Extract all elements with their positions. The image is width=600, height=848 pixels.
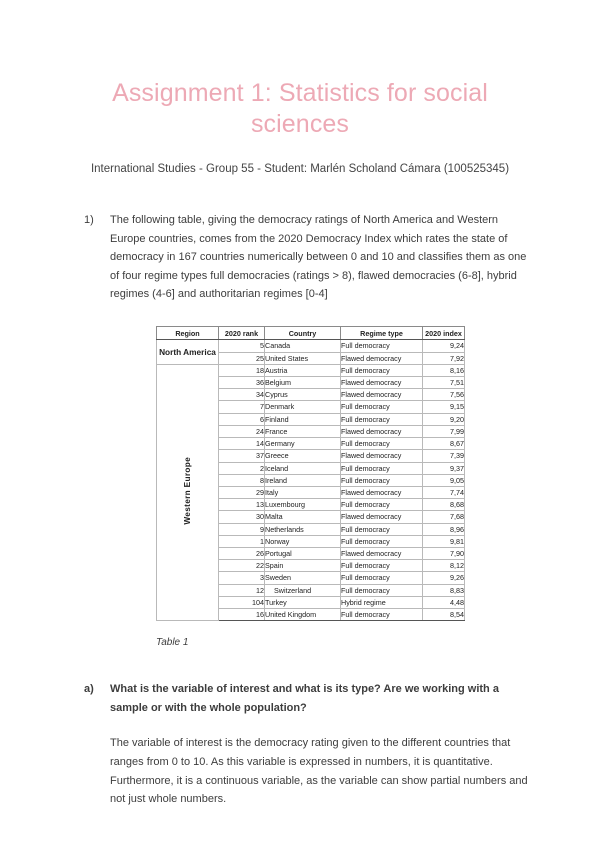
cell-regime-type: Flawed democracy	[341, 389, 423, 401]
cell-country: Malta	[265, 511, 341, 523]
cell-index: 7,56	[423, 389, 465, 401]
question-a-answer: The variable of interest is the democracy rating given to the different countries that ranges from 0 to 10. As this variable is expressed in numbers, it is quantitative. Furthermore, it is a continuous variable, as the variable can show partial numbers and not just whole numbers.	[110, 737, 528, 806]
cell-index: 8,12	[423, 560, 465, 572]
cell-index: 9,24	[423, 340, 465, 352]
cell-country: Netherlands	[265, 523, 341, 535]
cell-regime-type: Full democracy	[341, 462, 423, 474]
table-caption: Table 1	[156, 637, 189, 649]
cell-country: Austria	[265, 364, 341, 376]
cell-index: 7,39	[423, 450, 465, 462]
cell-country: Iceland	[265, 462, 341, 474]
cell-index: 9,26	[423, 572, 465, 584]
question-a	[0, 680, 600, 717]
cell-index: 9,37	[423, 462, 465, 474]
cell-regime-type: Full democracy	[341, 572, 423, 584]
cell-regime-type: Full democracy	[341, 340, 423, 352]
cell-rank: 34	[219, 389, 265, 401]
cell-rank: 1	[219, 535, 265, 547]
cell-index: 7,74	[423, 486, 465, 498]
region-label-western-europe: Western Europe	[181, 457, 192, 525]
cell-country: United States	[265, 352, 341, 364]
page-title: Assignment 1: Statistics for social sciences	[112, 79, 488, 138]
cell-index: 9,05	[423, 474, 465, 486]
region-cell-western-europe	[157, 364, 219, 620]
cell-country: Finland	[265, 413, 341, 425]
document-subtitle: International Studies - Group 55 - Student: Marlén Scholand Cámara (100525345)	[90, 163, 510, 175]
cell-rank: 22	[219, 560, 265, 572]
cell-rank: 5	[219, 340, 265, 352]
cell-rank: 30	[219, 511, 265, 523]
cell-country: France	[265, 425, 341, 437]
cell-country: Sweden	[265, 572, 341, 584]
cell-regime-type: Full democracy	[341, 523, 423, 535]
cell-index: 7,51	[423, 377, 465, 389]
cell-index: 7,92	[423, 352, 465, 364]
cell-country: Denmark	[265, 401, 341, 413]
cell-country: Canada	[265, 340, 341, 352]
cell-index: 7,68	[423, 511, 465, 523]
cell-rank: 36	[219, 377, 265, 389]
cell-index: 7,90	[423, 547, 465, 559]
cell-regime-type: Full democracy	[341, 364, 423, 376]
cell-country: Portugal	[265, 547, 341, 559]
column-header-rank: 2020 rank	[219, 326, 265, 340]
cell-country: Luxembourg	[265, 499, 341, 511]
cell-index: 8,68	[423, 499, 465, 511]
cell-rank: 8	[219, 474, 265, 486]
cell-country: Turkey	[265, 596, 341, 608]
cell-rank: 37	[219, 450, 265, 462]
cell-regime-type: Flawed democracy	[341, 511, 423, 523]
cell-regime-type: Full democracy	[341, 535, 423, 547]
cell-country: Ireland	[265, 474, 341, 486]
cell-country: Cyprus	[265, 389, 341, 401]
cell-country: Spain	[265, 560, 341, 572]
cell-rank: 29	[219, 486, 265, 498]
table-header-row	[157, 326, 465, 340]
cell-regime-type: Flawed democracy	[341, 450, 423, 462]
cell-rank: 3	[219, 572, 265, 584]
democracy-index-table	[156, 326, 465, 621]
cell-regime-type: Full democracy	[341, 438, 423, 450]
cell-regime-type: Flawed democracy	[341, 547, 423, 559]
cell-rank: 16	[219, 608, 265, 620]
cell-regime-type: Flawed democracy	[341, 352, 423, 364]
table-header	[157, 326, 465, 340]
question-1-text: The following table, giving the democracy ratings of North America and Western Europe countries, comes from the 2020 Democracy Index which rates the state of democracy in 167 countries numerically between 0 and 10 and classifies them as one of four regime types full democracies (ratings > 8), flawed democracies (6-8], hybrid regimes (4-6] and authoritarian regimes [0-4]	[110, 214, 527, 301]
column-header-country: Country	[265, 326, 341, 340]
cell-index: 8,16	[423, 364, 465, 376]
cell-rank: 9	[219, 523, 265, 535]
cell-index: 7,99	[423, 425, 465, 437]
table-row	[157, 340, 465, 352]
cell-rank: 18	[219, 364, 265, 376]
cell-index: 8,67	[423, 438, 465, 450]
cell-index: 9,15	[423, 401, 465, 413]
cell-country: Norway	[265, 535, 341, 547]
cell-rank: 13	[219, 499, 265, 511]
question-a-marker: a)	[84, 683, 94, 696]
cell-regime-type: Flawed democracy	[341, 425, 423, 437]
cell-rank: 6	[219, 413, 265, 425]
cell-rank: 12	[219, 584, 265, 596]
cell-index: 8,54	[423, 608, 465, 620]
cell-regime-type: Full democracy	[341, 474, 423, 486]
cell-rank: 25	[219, 352, 265, 364]
question-a-prompt: What is the variable of interest and what is its type? Are we working with a sample or with the whole population?	[110, 683, 499, 714]
cell-country: Belgium	[265, 377, 341, 389]
cell-index: 9,81	[423, 535, 465, 547]
cell-index: 4,48	[423, 596, 465, 608]
cell-regime-type: Flawed democracy	[341, 486, 423, 498]
cell-index: 8,96	[423, 523, 465, 535]
cell-rank: 2	[219, 462, 265, 474]
cell-regime-type: Full democracy	[341, 560, 423, 572]
cell-country: Italy	[265, 486, 341, 498]
cell-country: United Kingdom	[265, 608, 341, 620]
cell-country: Germany	[265, 438, 341, 450]
column-header-region: Region	[157, 326, 219, 340]
table-body	[157, 340, 465, 621]
cell-regime-type: Hybrid regime	[341, 596, 423, 608]
cell-country: Greece	[265, 450, 341, 462]
cell-rank: 26	[219, 547, 265, 559]
democracy-index-table-wrapper	[0, 326, 600, 621]
cell-regime-type: Full democracy	[341, 413, 423, 425]
cell-regime-type: Full democracy	[341, 499, 423, 511]
cell-regime-type: Flawed democracy	[341, 377, 423, 389]
cell-rank: 7	[219, 401, 265, 413]
cell-rank: 24	[219, 425, 265, 437]
cell-country: Switzerland	[265, 584, 341, 596]
table-row	[157, 364, 465, 376]
cell-rank: 104	[219, 596, 265, 608]
column-header-regime: Regime type	[341, 326, 423, 340]
cell-index: 8,83	[423, 584, 465, 596]
question-1-marker: 1)	[84, 214, 94, 226]
question-1	[0, 211, 600, 304]
cell-regime-type: Full democracy	[341, 401, 423, 413]
column-header-index: 2020 index	[423, 326, 465, 340]
cell-regime-type: Full democracy	[341, 608, 423, 620]
cell-index: 9,20	[423, 413, 465, 425]
region-cell-north-america: North America	[157, 340, 219, 364]
cell-regime-type: Full democracy	[341, 584, 423, 596]
cell-rank: 14	[219, 438, 265, 450]
